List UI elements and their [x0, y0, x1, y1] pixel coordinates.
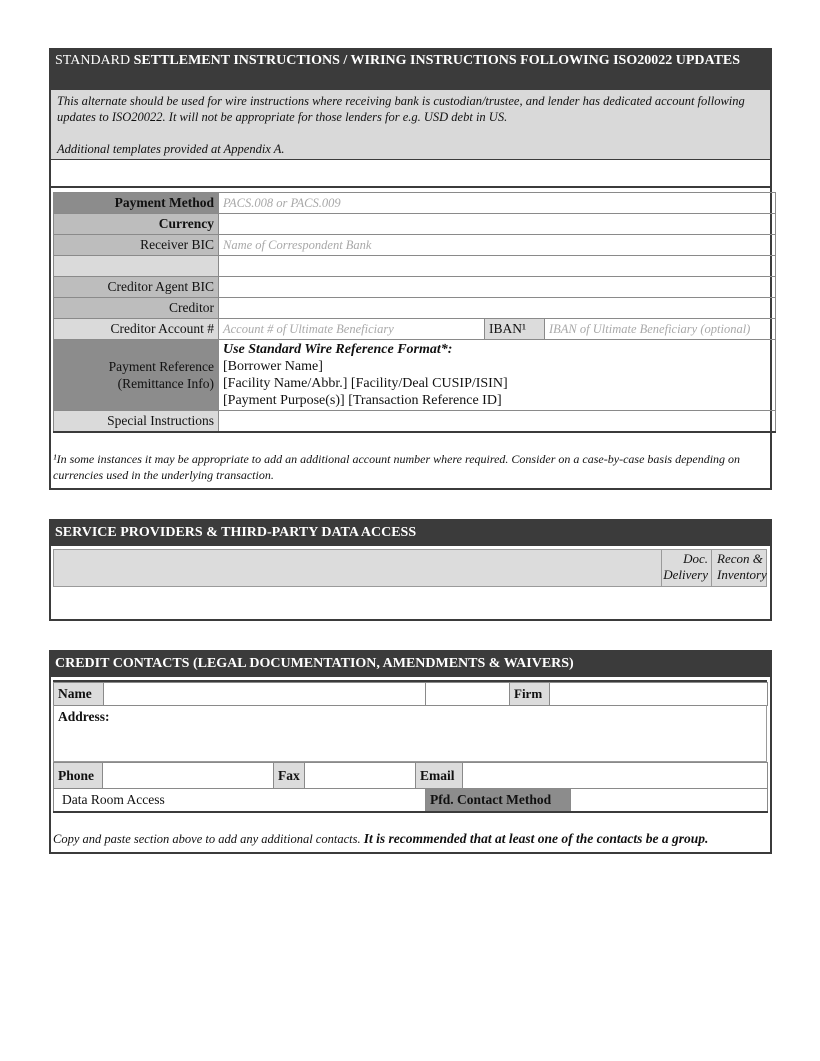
creditor-agent-bic-input[interactable] — [219, 277, 776, 298]
settlement-blank-row[interactable] — [51, 159, 770, 188]
settlement-header-title: SETTLEMENT INSTRUCTIONS / WIRING INSTRUCTIONS FOLLOWING ISO20022 UPDATES — [133, 53, 741, 68]
recon-inventory-column[interactable] — [711, 549, 767, 587]
reference-line-1: [Borrower Name] — [223, 359, 323, 374]
special-instructions-label: Special Instructions — [54, 411, 219, 432]
fax-input[interactable] — [305, 763, 416, 789]
special-instructions-input[interactable] — [219, 411, 776, 432]
name-row — [53, 682, 768, 706]
special-instructions-row — [54, 411, 776, 432]
currency-label: Currency — [54, 214, 219, 235]
blank-row — [54, 256, 776, 277]
creditor-agent-bic-label: Creditor Agent BIC — [54, 277, 219, 298]
payment-reference-label-line1: Payment Reference — [108, 359, 214, 374]
creditor-account-input[interactable]: Account # of Ultimate Beneficiary — [219, 319, 485, 340]
payment-reference-input[interactable] — [219, 340, 776, 411]
creditor-agent-bic-row — [54, 277, 776, 298]
settlement-header — [49, 48, 772, 90]
reference-format-title: Use Standard Wire Reference Format*: — [223, 342, 453, 357]
address-label: Address: — [58, 709, 110, 724]
receiver-bic-input[interactable]: Name of Correspondent Bank — [219, 235, 776, 256]
settlement-appendix-note: Additional templates provided at Appendix A. — [57, 142, 285, 156]
recon-inventory-line2: Inventory — [717, 567, 767, 582]
recon-inventory-line1: Recon & — [717, 551, 763, 566]
service-providers-header: SERVICE PROVIDERS & THIRD-PARTY DATA ACCESS — [49, 519, 772, 546]
payment-method-row — [54, 193, 776, 214]
currency-input[interactable] — [219, 214, 776, 235]
email-label: Email — [416, 763, 463, 789]
settlement-intro-box — [49, 90, 772, 159]
creditor-account-row — [54, 319, 776, 340]
phone-label: Phone — [54, 763, 103, 789]
doc-delivery-line1: Doc. — [683, 551, 708, 566]
blank-input[interactable] — [219, 256, 776, 277]
currency-row — [54, 214, 776, 235]
receiver-bic-label: Receiver BIC — [54, 235, 219, 256]
doc-delivery-column[interactable] — [661, 549, 711, 587]
receiver-bic-row — [54, 235, 776, 256]
credit-contacts-footer-bold: It is recommended that at least one of the contacts be a group. — [363, 831, 709, 846]
service-providers-row — [53, 549, 767, 587]
phone-row — [53, 762, 768, 789]
firm-input[interactable] — [550, 683, 768, 706]
pfd-contact-method-input[interactable] — [571, 789, 768, 812]
data-room-access[interactable]: Data Room Access — [54, 789, 426, 812]
iban-input[interactable]: IBAN of Ultimate Beneficiary (optional) — [545, 319, 776, 340]
payment-reference-row — [54, 340, 776, 411]
blank-label — [54, 256, 219, 277]
payment-method-input[interactable]: PACS.008 or PACS.009 — [219, 193, 776, 214]
creditor-row — [54, 298, 776, 319]
doc-delivery-line2: Delivery — [663, 567, 708, 582]
data-room-row — [53, 788, 768, 813]
settlement-intro-text: This alternate should be used for wire instructions where receiving bank is custodian/trustee, and lender has dedicated account following updates to ISO20022. It will not be appropriate for those lenders for e.g. USD debt in US. — [57, 94, 745, 124]
payment-reference-label-line2: (Remittance Info) — [117, 376, 214, 391]
creditor-account-label: Creditor Account # — [54, 319, 219, 340]
credit-contacts-footer-italic: Copy and paste section above to add any additional contacts. — [53, 832, 361, 846]
credit-contacts-footer — [53, 831, 767, 847]
settlement-header-prefix: STANDARD — [55, 53, 131, 68]
iban-label: IBAN¹ — [485, 319, 545, 340]
fax-label: Fax — [274, 763, 305, 789]
creditor-input[interactable] — [219, 298, 776, 319]
credit-contacts-header: CREDIT CONTACTS (LEGAL DOCUMENTATION, AMENDMENTS & WAIVERS) — [49, 650, 772, 677]
phone-input[interactable] — [103, 763, 274, 789]
reference-line-2: [Facility Name/Abbr.] [Facility/Deal CUSIP/ISIN] — [223, 376, 508, 391]
name-label: Name — [54, 683, 104, 706]
reference-line-3: [Payment Purpose(s)] [Transaction Reference ID] — [223, 393, 502, 408]
name-input[interactable] — [104, 683, 426, 706]
payment-method-label: Payment Method — [54, 193, 219, 214]
name-extra-input[interactable] — [426, 683, 510, 706]
settlement-table — [53, 192, 776, 433]
address-field[interactable] — [53, 705, 767, 762]
pfd-contact-method-label: Pfd. Contact Method — [426, 789, 571, 812]
email-input[interactable] — [463, 763, 768, 789]
payment-reference-label — [54, 340, 219, 411]
firm-label: Firm — [510, 683, 550, 706]
settlement-footnote: ¹In some instances it may be appropriate to add an additional account number where required. Consider on a case-by-case basis depending on currencies used in the underlying transaction. — [53, 452, 741, 482]
creditor-label: Creditor — [54, 298, 219, 319]
